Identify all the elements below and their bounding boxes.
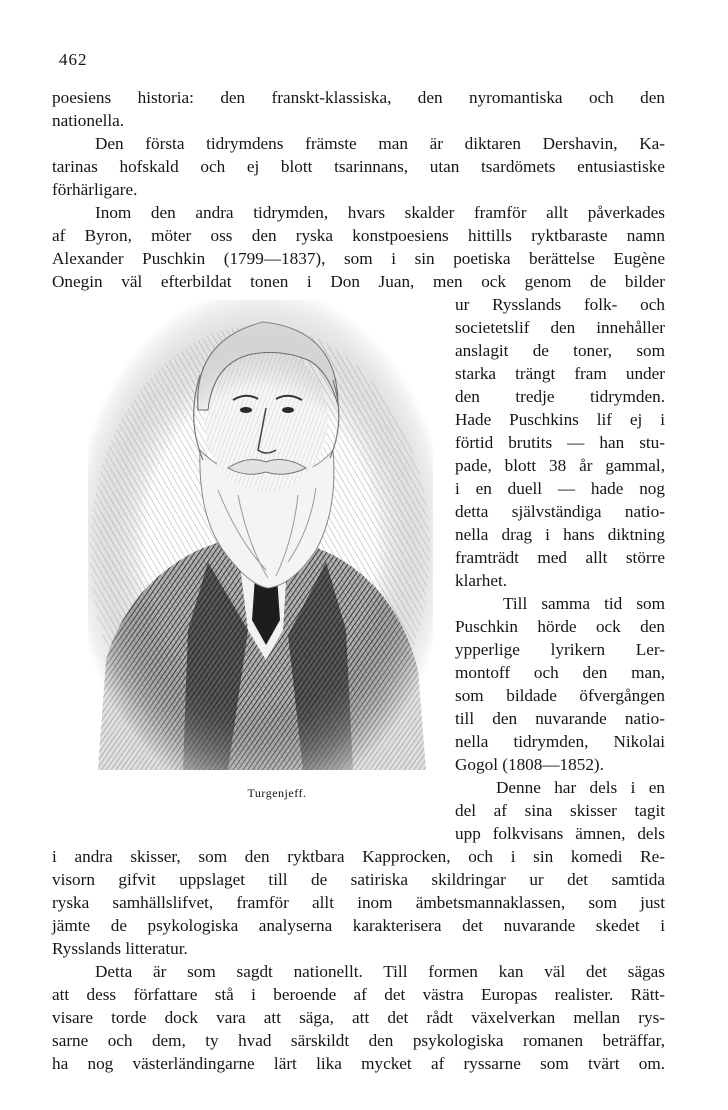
text-line: klarhet.	[455, 571, 508, 590]
page-number: 462	[59, 50, 88, 69]
text-line: förhärligare.	[52, 180, 138, 199]
text-line: del af sina skisser tagit	[455, 801, 665, 820]
text-line: Inom den andra tidrymden, hvars skalder framför allt påverkades	[95, 203, 665, 222]
text-line: visare torde dock vara att säga, att det rådt växelverkan mellan rys-	[52, 1008, 665, 1027]
text-line: att dess författare stå i beroende af det västra Europas realister. Rätt-	[52, 985, 665, 1004]
text-line: den tredje tidrymden.	[455, 387, 665, 406]
text-line: Alexander Puschkin (1799—1837), som i sin poetiska berättelse Eugène	[52, 249, 665, 268]
text-line: förtid brutits — han stu-	[455, 433, 665, 452]
text-line: ha nog västerländingarne lärt lika mycket af ryssarne som tvärt om.	[52, 1054, 665, 1073]
text-line: ypperlige lyrikern Ler-	[455, 640, 665, 659]
text-line: i andra skisser, som den ryktbara Kapprocken, och i sin komedi Re-	[52, 847, 665, 866]
text-line: Till samma tid som	[503, 594, 665, 613]
text-line: Puschkin hörde ock den	[455, 617, 665, 636]
text-line: jämte de psykologiska analyserna karakterisera det nuvarande skedet i	[52, 916, 665, 935]
text-line: upp folkvisans ämnen, dels	[455, 824, 665, 843]
text-line: Den första tidrymdens främste man är diktaren Dershavin, Ka-	[95, 134, 665, 153]
text-line: tarinas hofskald och ej blott tsarinnans, utan tsardömets entusiastiske	[52, 157, 665, 176]
text-line: ur Rysslands folk- och	[455, 295, 665, 314]
text-line: visorn gifvit uppslaget till de satiriska skildringar ur det samtida	[52, 870, 665, 889]
text-line: montoff och den man,	[455, 663, 665, 682]
text-line: som bildade öfvergången	[455, 686, 665, 705]
text-line: framträdt med allt större	[455, 548, 665, 567]
text-line: Rysslands litteratur.	[52, 939, 188, 958]
text-line: af Byron, möter oss den ryska konstpoesiens hittills ryktbaraste namn	[52, 226, 665, 245]
text-line: starka trängt fram under	[455, 364, 665, 383]
text-line: Denne har dels i en	[496, 778, 665, 797]
text-line: i en duell — hade nog	[455, 479, 665, 498]
text-line: detta självständiga natio-	[455, 502, 665, 521]
text-line: poesiens historia: den franskt-klassiska, den nyromantiska och den	[52, 88, 665, 107]
text-line: Hade Puschkins lif ej i	[455, 410, 665, 429]
text-line: Onegin väl efterbildat tonen i Don Juan, men ock genom de bilder	[52, 272, 665, 291]
text-line: sarne och dem, ty hvad särskildt den psykologiska romanen beträffar,	[52, 1031, 665, 1050]
text-line: pade, blott 38 år gammal,	[455, 456, 665, 475]
text-line: nella drag i hans diktning	[455, 525, 665, 544]
text-line: ryska samhällslifvet, framför allt inom ämbetsmannaklassen, som just	[52, 893, 665, 912]
figure-caption: Turgenjeff.	[247, 786, 307, 800]
portrait-figure	[88, 300, 433, 770]
portrait-engraving-icon	[88, 300, 433, 770]
text-line: societetslif den innehåller	[455, 318, 665, 337]
text-line: nella tidrymden, Nikolai	[455, 732, 665, 751]
text-line: Detta är som sagdt nationellt. Till formen kan väl det sägas	[95, 962, 665, 981]
text-line: anslagit de toner, som	[455, 341, 665, 360]
text-line: Gogol (1808—1852).	[455, 755, 604, 774]
text-line: till den nuvarande natio-	[455, 709, 665, 728]
text-line: nationella.	[52, 111, 125, 130]
